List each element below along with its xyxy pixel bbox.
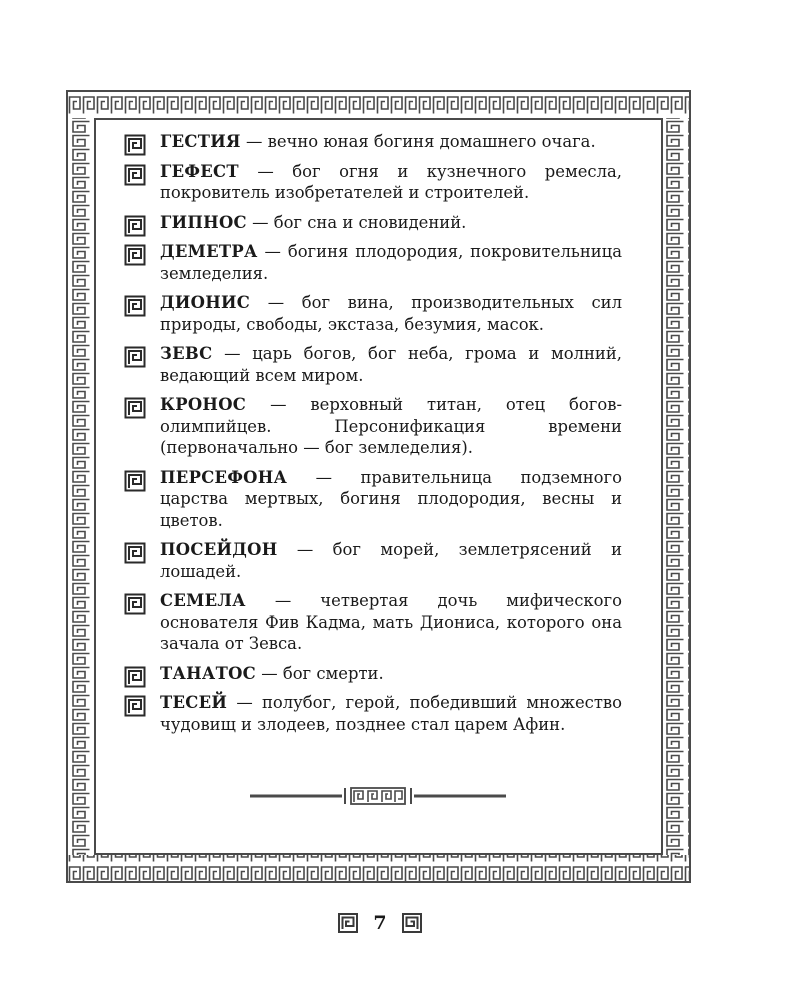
entry-name: ТЕСЕЙ [160, 693, 228, 712]
list-item [124, 590, 622, 655]
meander-bullet-icon [124, 215, 146, 237]
meander-bullet-icon [124, 346, 146, 368]
entry-description: — правительница подземного царства мертвых, богиня плодородия, весны и цветов. [160, 467, 622, 530]
entry-name: ПЕРСЕФОНА [160, 467, 288, 487]
meander-bullet-icon [124, 397, 146, 419]
list-item [124, 343, 622, 386]
meander-bullet-icon [124, 164, 146, 186]
list-item [124, 663, 622, 685]
list-item [124, 467, 622, 532]
entry-description: — бог огня и кузнечного ремесла, покровитель изобретателей и строителей. [160, 161, 622, 202]
list-item [124, 161, 622, 204]
entry-name: ГИПНОС [160, 212, 247, 232]
meander-bullet-icon [124, 593, 146, 615]
meander-left-icon [338, 913, 358, 933]
list-item [124, 241, 622, 284]
entry-name: СЕМЕЛА [160, 591, 246, 610]
meander-bullet-icon [124, 542, 146, 564]
meander-bullet-icon [124, 666, 146, 688]
meander-bullet-icon [124, 470, 146, 492]
entry-name: ТАНАТОС [160, 663, 257, 683]
meander-bullet-icon [124, 134, 146, 156]
entry-description: — вечно юная богиня домашнего очага. [240, 132, 596, 151]
entry-name: ДЕМЕТРА [160, 242, 258, 261]
entry-description: — бог вина, производительных сил природы, свободы, экстаза, безумия, масок. [160, 293, 622, 334]
entry-name: ЗЕВС [160, 344, 213, 363]
meander-bullet-icon [124, 244, 146, 266]
page-number-footer [338, 911, 422, 935]
entry-description: — четвертая дочь мифического основателя Фив Кадма, мать Диониса, которого она зачала от Зевса. [160, 591, 622, 653]
list-item [124, 212, 622, 234]
entry-name: ДИОНИС [160, 293, 251, 312]
entry-name: ПОСЕЙДОН [160, 540, 278, 559]
entry-description: — полубог, герой, победивший множество чудовищ и злодеев, позднее стал царем Афин. [160, 693, 622, 734]
meander-bullet-icon [124, 695, 146, 717]
entry-description: — бог сна и сновидений. [246, 212, 467, 232]
meander-bullet-icon [124, 295, 146, 317]
entry-description: — верховный титан, отец богов-олимпийцев. Персонификация времени (первоначально — бог земледелия). [160, 395, 622, 457]
ornamental-divider [250, 785, 506, 807]
list-item [124, 292, 622, 335]
list-item [124, 539, 622, 582]
entry-name: ГЕСТИЯ [160, 132, 241, 151]
deity-list [124, 131, 622, 743]
entry-description: — царь богов, бог неба, грома и молний, ведающий всем миром. [160, 344, 622, 385]
entry-description: — бог смерти. [256, 663, 384, 683]
meander-right-icon [402, 913, 422, 933]
entry-description: — богиня плодородия, покровительница земледелия. [160, 242, 622, 283]
page-number: 7 [373, 912, 387, 934]
list-item [124, 394, 622, 459]
list-item [124, 131, 622, 153]
entry-name: ГЕФЕСТ [160, 161, 239, 181]
entry-description: — бог морей, землетрясений и лошадей. [160, 540, 622, 581]
entry-name: КРОНОС [160, 395, 247, 414]
list-item [124, 692, 622, 735]
